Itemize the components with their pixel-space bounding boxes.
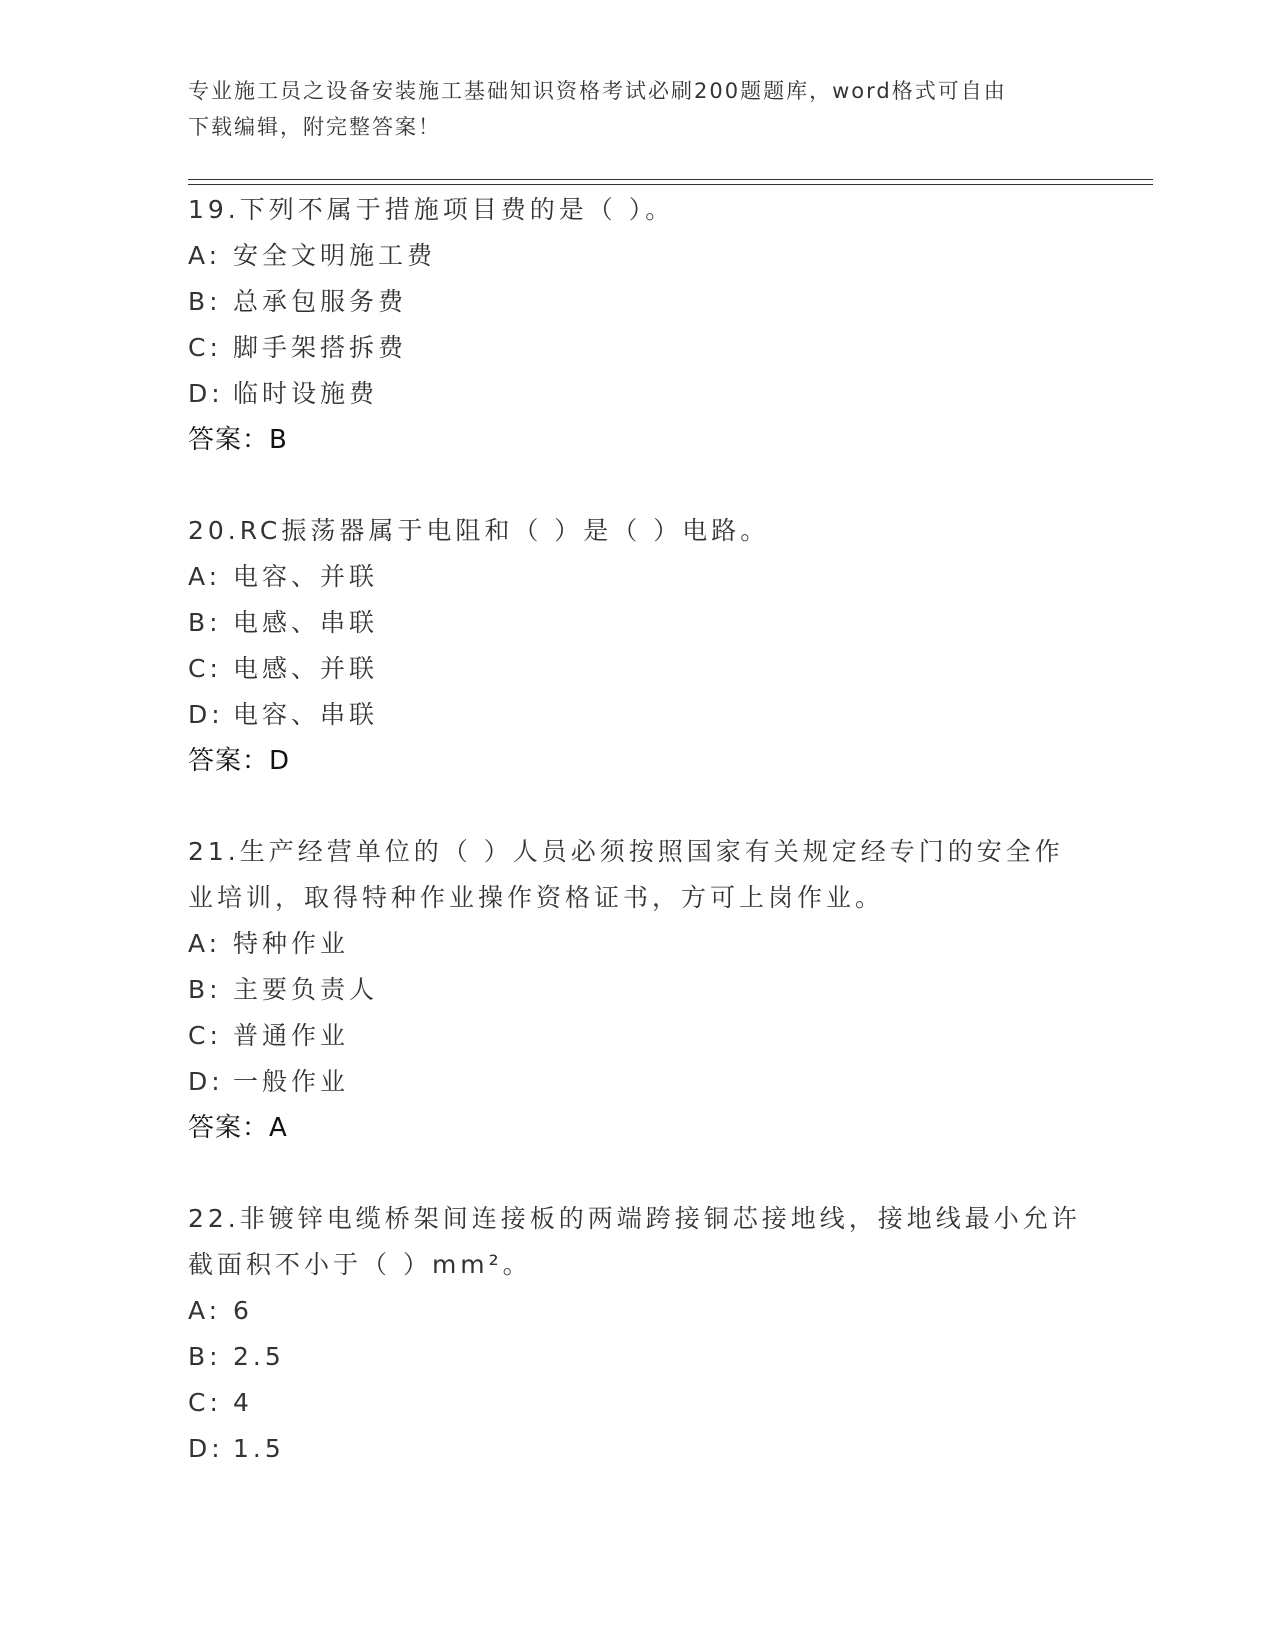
option-a — [188, 1288, 1088, 1334]
option-b — [188, 967, 1088, 1013]
option-a — [188, 554, 1088, 600]
option-c — [188, 1013, 1088, 1059]
option-b — [188, 1334, 1088, 1380]
option-letter: A: — [188, 562, 222, 591]
option-a — [188, 921, 1088, 967]
option-text: 4 — [233, 1388, 253, 1417]
option-letter: A: — [188, 1296, 222, 1325]
option-text: 特种作业 — [233, 929, 350, 958]
option-text: 2.5 — [233, 1342, 285, 1371]
option-letter: C: — [188, 1388, 222, 1417]
option-c — [188, 1380, 1088, 1426]
option-text: 6 — [233, 1296, 253, 1325]
question-stem: 20.RC振荡器属于电阻和（ ）是（ ）电路。 — [188, 516, 770, 545]
option-letter: D: — [188, 379, 224, 408]
option-letter: D: — [188, 1067, 224, 1096]
option-letter: B: — [188, 975, 222, 1004]
option-text: 总承包服务费 — [233, 287, 408, 316]
option-text: 1.5 — [233, 1434, 285, 1463]
answer-line: 答案：A — [188, 1113, 288, 1143]
option-letter: A: — [188, 929, 222, 958]
option-text: 电感、串联 — [233, 608, 379, 637]
question-stem: 21.生产经营单位的（ ）人员必须按照国家有关规定经专门的安全作 — [188, 837, 1064, 866]
option-text: 临时设施费 — [233, 379, 379, 408]
option-text: 安全文明施工费 — [233, 241, 437, 270]
header-divider-bottom — [188, 184, 1153, 185]
option-text: 电感、并联 — [233, 654, 379, 683]
option-letter: B: — [188, 287, 222, 316]
option-b — [188, 600, 1088, 646]
option-letter: A: — [188, 241, 222, 270]
question-21 — [188, 829, 1088, 1151]
option-letter: D: — [188, 1434, 224, 1463]
option-a — [188, 233, 1088, 279]
option-d — [188, 371, 1088, 417]
option-letter: D: — [188, 700, 224, 729]
option-letter: C: — [188, 1021, 222, 1050]
option-letter: C: — [188, 333, 222, 362]
question-22 — [188, 1196, 1088, 1472]
header-line-1: 专业施工员之设备安装施工基础知识资格考试必刷200题题库，word格式可自由 — [188, 79, 1007, 103]
option-text: 脚手架搭拆费 — [233, 333, 408, 362]
option-b — [188, 279, 1088, 325]
question-stem: 19.下列不属于措施项目费的是（ ）。 — [188, 195, 675, 224]
question-stem: 22.非镀锌电缆桥架间连接板的两端跨接铜芯接地线，接地线最小允许 — [188, 1204, 1081, 1233]
header-line-2: 下载编辑，附完整答案！ — [188, 115, 441, 139]
option-d — [188, 692, 1088, 738]
answer-line: 答案：D — [188, 746, 291, 776]
option-letter: B: — [188, 608, 222, 637]
option-d — [188, 1059, 1088, 1105]
option-letter: B: — [188, 1342, 222, 1371]
option-text: 主要负责人 — [233, 975, 379, 1004]
question-20 — [188, 508, 1088, 784]
question-stem-continued: 截面积不小于（ ）mm²。 — [188, 1250, 532, 1279]
option-d — [188, 1426, 1088, 1472]
option-c — [188, 646, 1088, 692]
option-text: 电容、串联 — [233, 700, 379, 729]
option-text: 普通作业 — [233, 1021, 350, 1050]
header-divider-top — [188, 179, 1153, 180]
option-text: 一般作业 — [233, 1067, 350, 1096]
option-text: 电容、并联 — [233, 562, 379, 591]
question-stem-continued: 业培训，取得特种作业操作资格证书，方可上岗作业。 — [188, 883, 885, 912]
option-letter: C: — [188, 654, 222, 683]
option-c — [188, 325, 1088, 371]
question-19 — [188, 187, 1088, 463]
document-header — [188, 73, 1068, 145]
answer-line: 答案：B — [188, 425, 288, 455]
